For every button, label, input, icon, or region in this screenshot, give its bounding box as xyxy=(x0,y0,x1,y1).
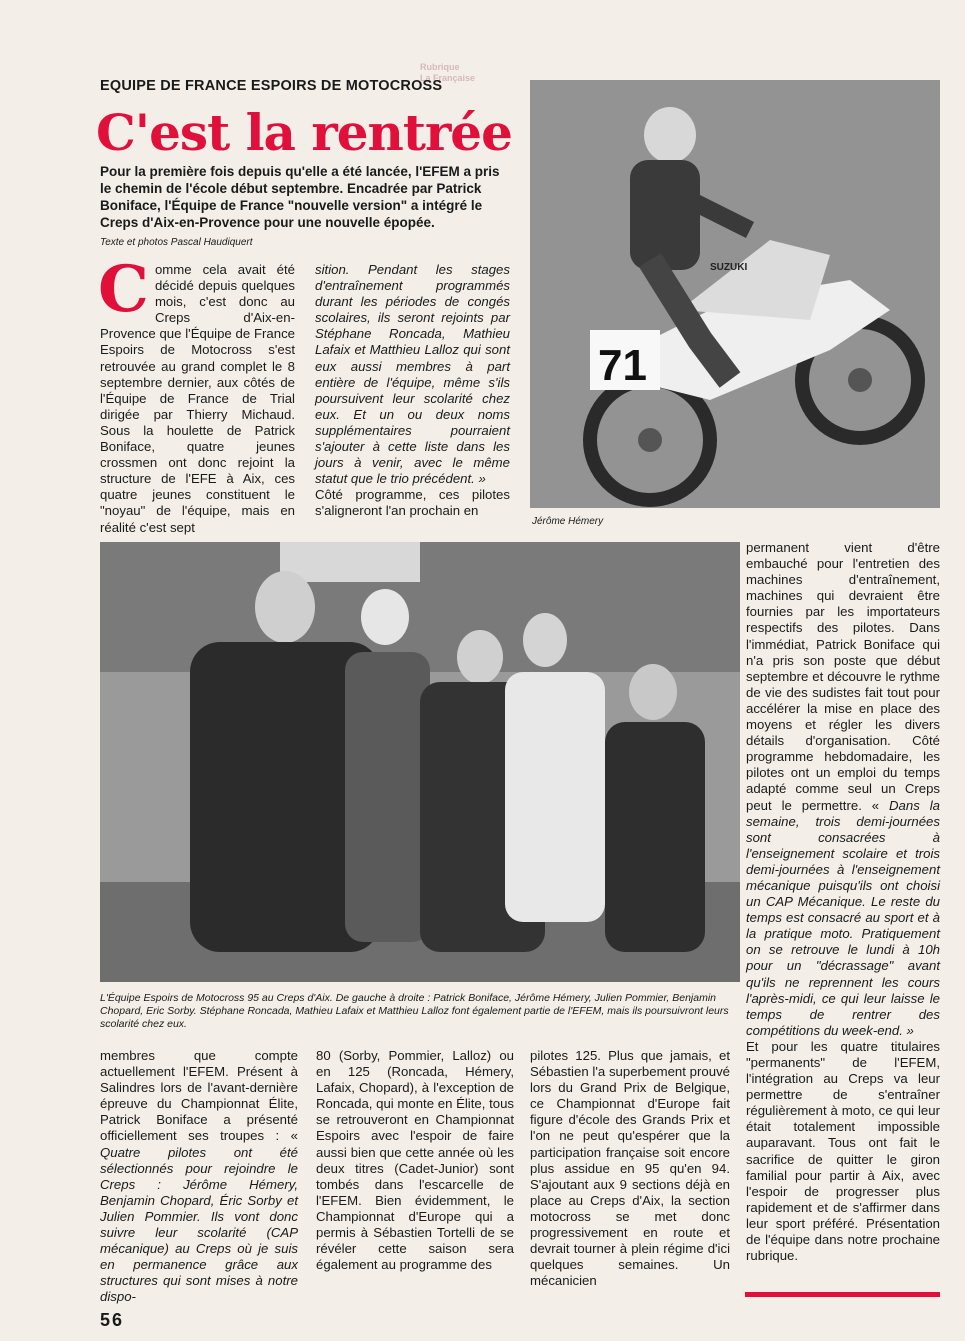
body-text: membres que compte actuellement l'EFEM. Présent à Salindres lors de l'avant-dernière épreuve du Championnat Élite, Patrick Boniface a présenté officiellement ses troupes : « xyxy=(100,1048,298,1144)
body-text-italic: Quatre pilotes ont été sélectionnés pour rejoindre le Creps : Jérôme Hémery, Benjamin Chopard, Éric Sorby et Julien Pommier. Ils vont donc suivre leur scolarité (CAP mécanique) au Creps où je suis en permanence grâce aux structures qui sont mises à notre dispo- xyxy=(100,1144,298,1305)
author-credit: Texte et photos Pascal Haudiquert xyxy=(100,237,253,248)
column-2-top xyxy=(315,262,510,520)
column-1-bottom xyxy=(100,1048,298,1306)
column-3-bottom xyxy=(530,1048,730,1289)
body-text-italic: sition. Pendant les stages d'entraînement programmés durant les périodes de congés scolaires, ils seront rejoints par Stéphane Roncada, Mathieu Lafaix et Matthieu Lalloz qui sont eux aussi membres à part entière de l'équipe, même s'ils poursuivent leur scolarité chez eux. Et un ou deux noms supplémentaires pourraient s'ajouter à cette liste dans les jours à venir, avec le même statut que le trio précédent. » xyxy=(315,262,510,487)
rubric-heading: EQUIPE DE FRANCE ESPOIRS DE MOTOCROSS xyxy=(100,78,443,94)
ghost-heading: La Française xyxy=(420,73,476,83)
body-text: 80 (Sorby, Pommier, Lalloz) ou en 125 (Roncada, Hémery, Lafaix, Chopard), à l'exception de Roncada, qui monte en Élite, tous se retrouveront en Championnat Espoirs avec l'espoir de faire aussi bien que cette année où les deux titres (Cadet-Junior) sont tombés dans l'escarcelle de l'EFEM. Bien évidemment, le Championnat d'Europe qui a permis à Sébastien Tortelli de se révéler cette saison sera également au programme des xyxy=(316,1048,514,1273)
page-number: 56 xyxy=(100,1310,125,1330)
column-4 xyxy=(746,540,940,1264)
bike-number: 71 xyxy=(598,341,647,390)
column-2-bottom xyxy=(316,1048,514,1273)
body-text: permanent vient d'être embauché pour l'entretien des machines d'entraînement, machines qui devraient être fournies par les importateurs respectifs des pilotes. Dans l'immédiat, Patrick Boniface qui n'a pris son poste que début septembre et découvre le rythme de vie des sudistes fait tout pour accélérer la mise en place des moyens et régler les divers détails d'organisation. Côté programme hebdomadaire, les pilotes ont un emploi du temps adapté comme seul un Creps peut le permettre. « xyxy=(746,540,940,813)
ghost-heading: Rubrique xyxy=(420,62,460,72)
article-title: C'est la rentrée xyxy=(96,103,512,162)
body-text: Côté programme, ces pilotes s'aligneront l'an prochain en xyxy=(315,487,510,519)
body-text-italic: Dans la semaine, trois demi-journées sont consacrées à l'enseignement scolaire et trois demi-journées à l'enseignement mécanique puisqu'ils ont choisi un CAP Mécanique. Le reste du temps est consacré au sport et à la pratique moto. Pratiquement on se retrouve le lundi à 10h pour un "décrassage" avant qu'ils ne reprennent les cours l'après-midi, ce qui leur laisse le temps de rentrer des compétitions du week-end. » xyxy=(746,797,940,1038)
photo-caption-rider: Jérôme Hémery xyxy=(532,516,604,527)
team-photo-caption: L'Équipe Espoirs de Motocross 95 au Creps d'Aix. De gauche à droite : Patrick Boniface, Jérôme Hémery, Julien Pommier, Benjamin Chopard, Eric Sorby. Stéphane Roncada, Mathieu Lafaix et Matthieu Lalloz font également partie de l'EFEM, mais ils poursuivront leurs scolarité chez eux. xyxy=(100,992,729,1030)
column-1-top xyxy=(98,252,295,536)
drop-cap: C xyxy=(98,252,149,327)
body-text: Et pour les quatre titulaires "permanents" de l'EFEM, l'intégration au Creps va leur permettre de s'entraîner régulièrement à moto, ce qui leur était totalement impossible auparavant. Tous ont fait le sacrifice de quitter le giron familial pour partir à Aix, avec l'espoir de progresser plus rapidement et de s'affirmer dans leur sport préféré. Présentation de l'équipe dans notre prochaine rubrique. xyxy=(746,1038,940,1264)
standfirst: Pour la première fois depuis qu'elle a été lancée, l'EFEM a pris le chemin de l'école début septembre. Encadrée par Patrick Boniface, l'Équipe de France "nouvelle version" a intégré le Creps d'Aix-en-Provence pour une nouvelle épopée. xyxy=(100,164,500,230)
end-rule xyxy=(745,1292,940,1297)
body-text: pilotes 125. Plus que jamais, et Sébastien l'a superbement prouvé lors du Grand Prix de Belgique, ce Championnat d'Europe fait figure d'école des Grands Prix et l'on ne peut qu'espérer que la participation française soit encore plus assidue en 95 qu'en 94. S'ajoutant aux 9 sections déjà en place au Creps d'Aix, la section motocross se met donc progressivement en route et devrait tourner à plein régime d'ici quelques semaines. Un mécanicien xyxy=(530,1048,730,1289)
bike-brand: SUZUKI xyxy=(710,262,748,273)
body-text: omme cela avait été décidé depuis quelques mois, c'est donc au Creps d'Aix-en-Provence que l'Équipe de France Espoirs de Motocross s'est retrouvée au grand complet le 8 septembre dernier, aux côtés de l'Équipe de France de Trial dirigée par Thierry Michaud. Sous la houlette de Patrick Boniface, quatre jeunes crossmen ont donc rejoint la structure de l'EFE à Aix, ces quatre jeunes constituent le "noyau" de l'équipe, mais en réalité c'est sept xyxy=(100,262,295,535)
motocross-jump-photo xyxy=(530,80,940,508)
team-group-photo xyxy=(100,542,740,982)
